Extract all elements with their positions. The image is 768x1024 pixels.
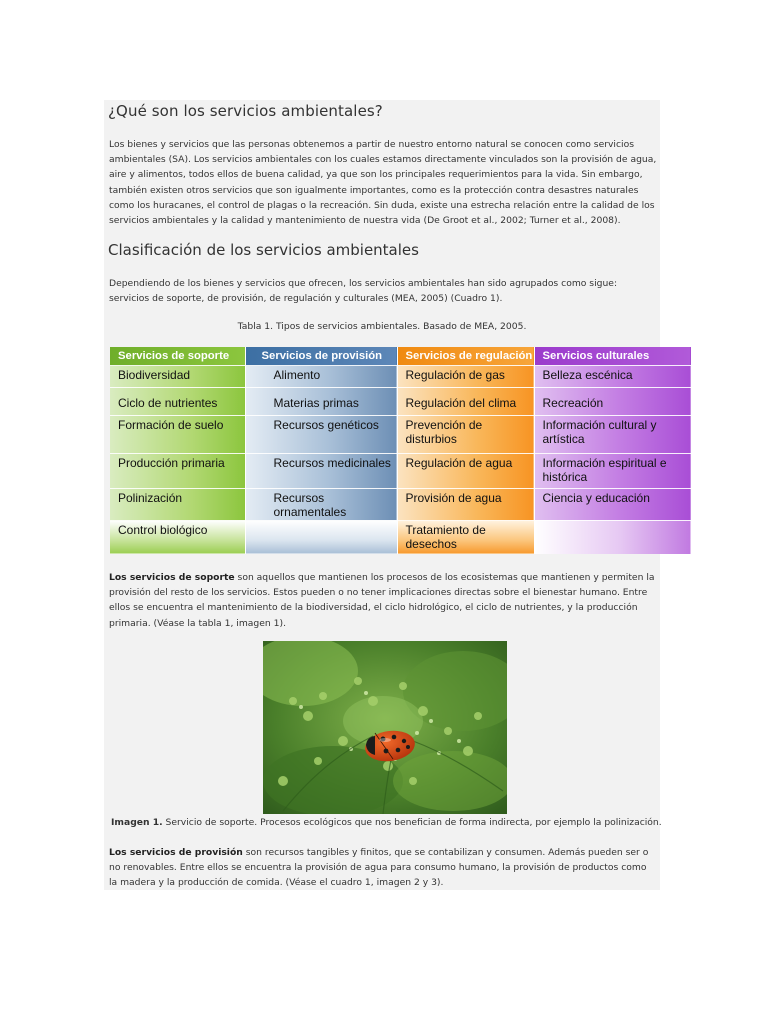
table-cell: Ciclo de nutrientes	[110, 388, 245, 416]
table-cell: Regulación de agua	[397, 453, 534, 489]
table-cell: Información cultural y artística	[534, 415, 691, 453]
classification-paragraph: Dependiendo de los bienes y servicios que ofrecen, los servicios ambientales han sido agrupados como sigue: servicios de soporte, de provisión, de regulación y culturales (MEA, 2005) (Cuadro 1).	[109, 278, 618, 305]
table-cell: Recreación	[534, 388, 691, 416]
image-caption-label: Imagen 1.	[111, 817, 163, 828]
table-cell: Recursos medicinales	[245, 453, 397, 489]
table-cell: Polinización	[110, 489, 245, 521]
header-regulacion: Servicios de regulación	[397, 347, 534, 366]
table-cell: Recursos genéticos	[245, 415, 397, 453]
intro-paragraph: Los bienes y servicios que las personas obtenemos a partir de nuestro entorno natural se conocen como servicios ambientales (SA). Los servicios ambientales con los cuales estamos directamente vinculados son la provisión de agua, aire y alimentos, todos ellos de buena calidad, ya que son los principales requerimientos para la vida. Sin embargo, también existen otros servicios que son igualmente importantes, como es la protección contra desastres naturales como los huracanes, el control de plagas o la recreación. Sin duda, existe una estrecha relación entre la calidad de los servicios ambientales y la calidad y mantenimiento de nuestra vida (De Groot et al., 2002; Turner et al., 2008).	[109, 139, 657, 227]
provision-services-paragraph	[109, 845, 657, 891]
table-cell: Regulación de gas	[397, 366, 534, 388]
table-cell: Belleza escénica	[534, 366, 691, 388]
support-services-text: son aquellos que mantienen los procesos de los ecosistemas que mantienen y permiten la provisión del resto de los servicios. Estos pueden o no tener implicaciones directas sobre el bienestar humano. Entre ellos se encuentra el mantenimiento de la biodiversidad, el ciclo hidrológico, el ciclo de nutrientes, y la producción primaria. (Véase la tabla 1, imagen 1).	[109, 572, 655, 629]
table-cell: Información espiritual e histórica	[534, 453, 691, 489]
table-cell: Provisión de agua	[397, 489, 534, 521]
heading-classification: Clasificación de los servicios ambientales	[108, 241, 419, 259]
table-cell: Regulación del clima	[397, 388, 534, 416]
heading-what-are-services: ¿Qué son los servicios ambientales?	[108, 102, 383, 120]
table-cell: Control biológico	[110, 520, 245, 554]
header-provision: Servicios de provisión	[245, 347, 397, 366]
provision-services-text: son recursos tangibles y finitos, que se contabilizan y consumen. Además pueden ser o no renovables. Entre ellos se encuentra la provisión de agua para consumo humano, la provisión de productos como la madera y la producción de comida. (Véase el cuadro 1, imagen 2 y 3).	[109, 847, 649, 889]
image-caption-text: Servicio de soporte. Procesos ecológicos que nos benefician de forma indirecta, por ejemplo la polinización.	[162, 817, 662, 828]
table-cell: Producción primaria	[110, 453, 245, 489]
table-cell: Alimento	[245, 366, 397, 388]
table-cell: Recursos ornamentales	[245, 489, 397, 521]
table-cell: Biodiversidad	[110, 366, 245, 388]
ladybug-photo	[263, 641, 507, 814]
table-caption: Tabla 1. Tipos de servicios ambientales. Basado de MEA, 2005.	[237, 321, 527, 332]
image-caption	[111, 817, 662, 828]
table-cell: Ciencia y educación	[534, 489, 691, 521]
header-culturales: Servicios culturales	[534, 347, 691, 366]
table-cell: Formación de suelo	[110, 415, 245, 453]
table-cell	[534, 520, 691, 554]
table-cell	[245, 520, 397, 554]
table-cell: Materias primas	[245, 388, 397, 416]
support-services-paragraph	[109, 570, 657, 631]
header-soporte: Servicios de soporte	[110, 347, 245, 366]
support-services-term: Los servicios de soporte	[109, 572, 235, 583]
provision-services-term: Los servicios de provisión	[109, 847, 243, 858]
services-table	[110, 347, 692, 554]
table-cell: Tratamiento de desechos	[397, 520, 534, 554]
table-cell: Prevención de disturbios	[397, 415, 534, 453]
